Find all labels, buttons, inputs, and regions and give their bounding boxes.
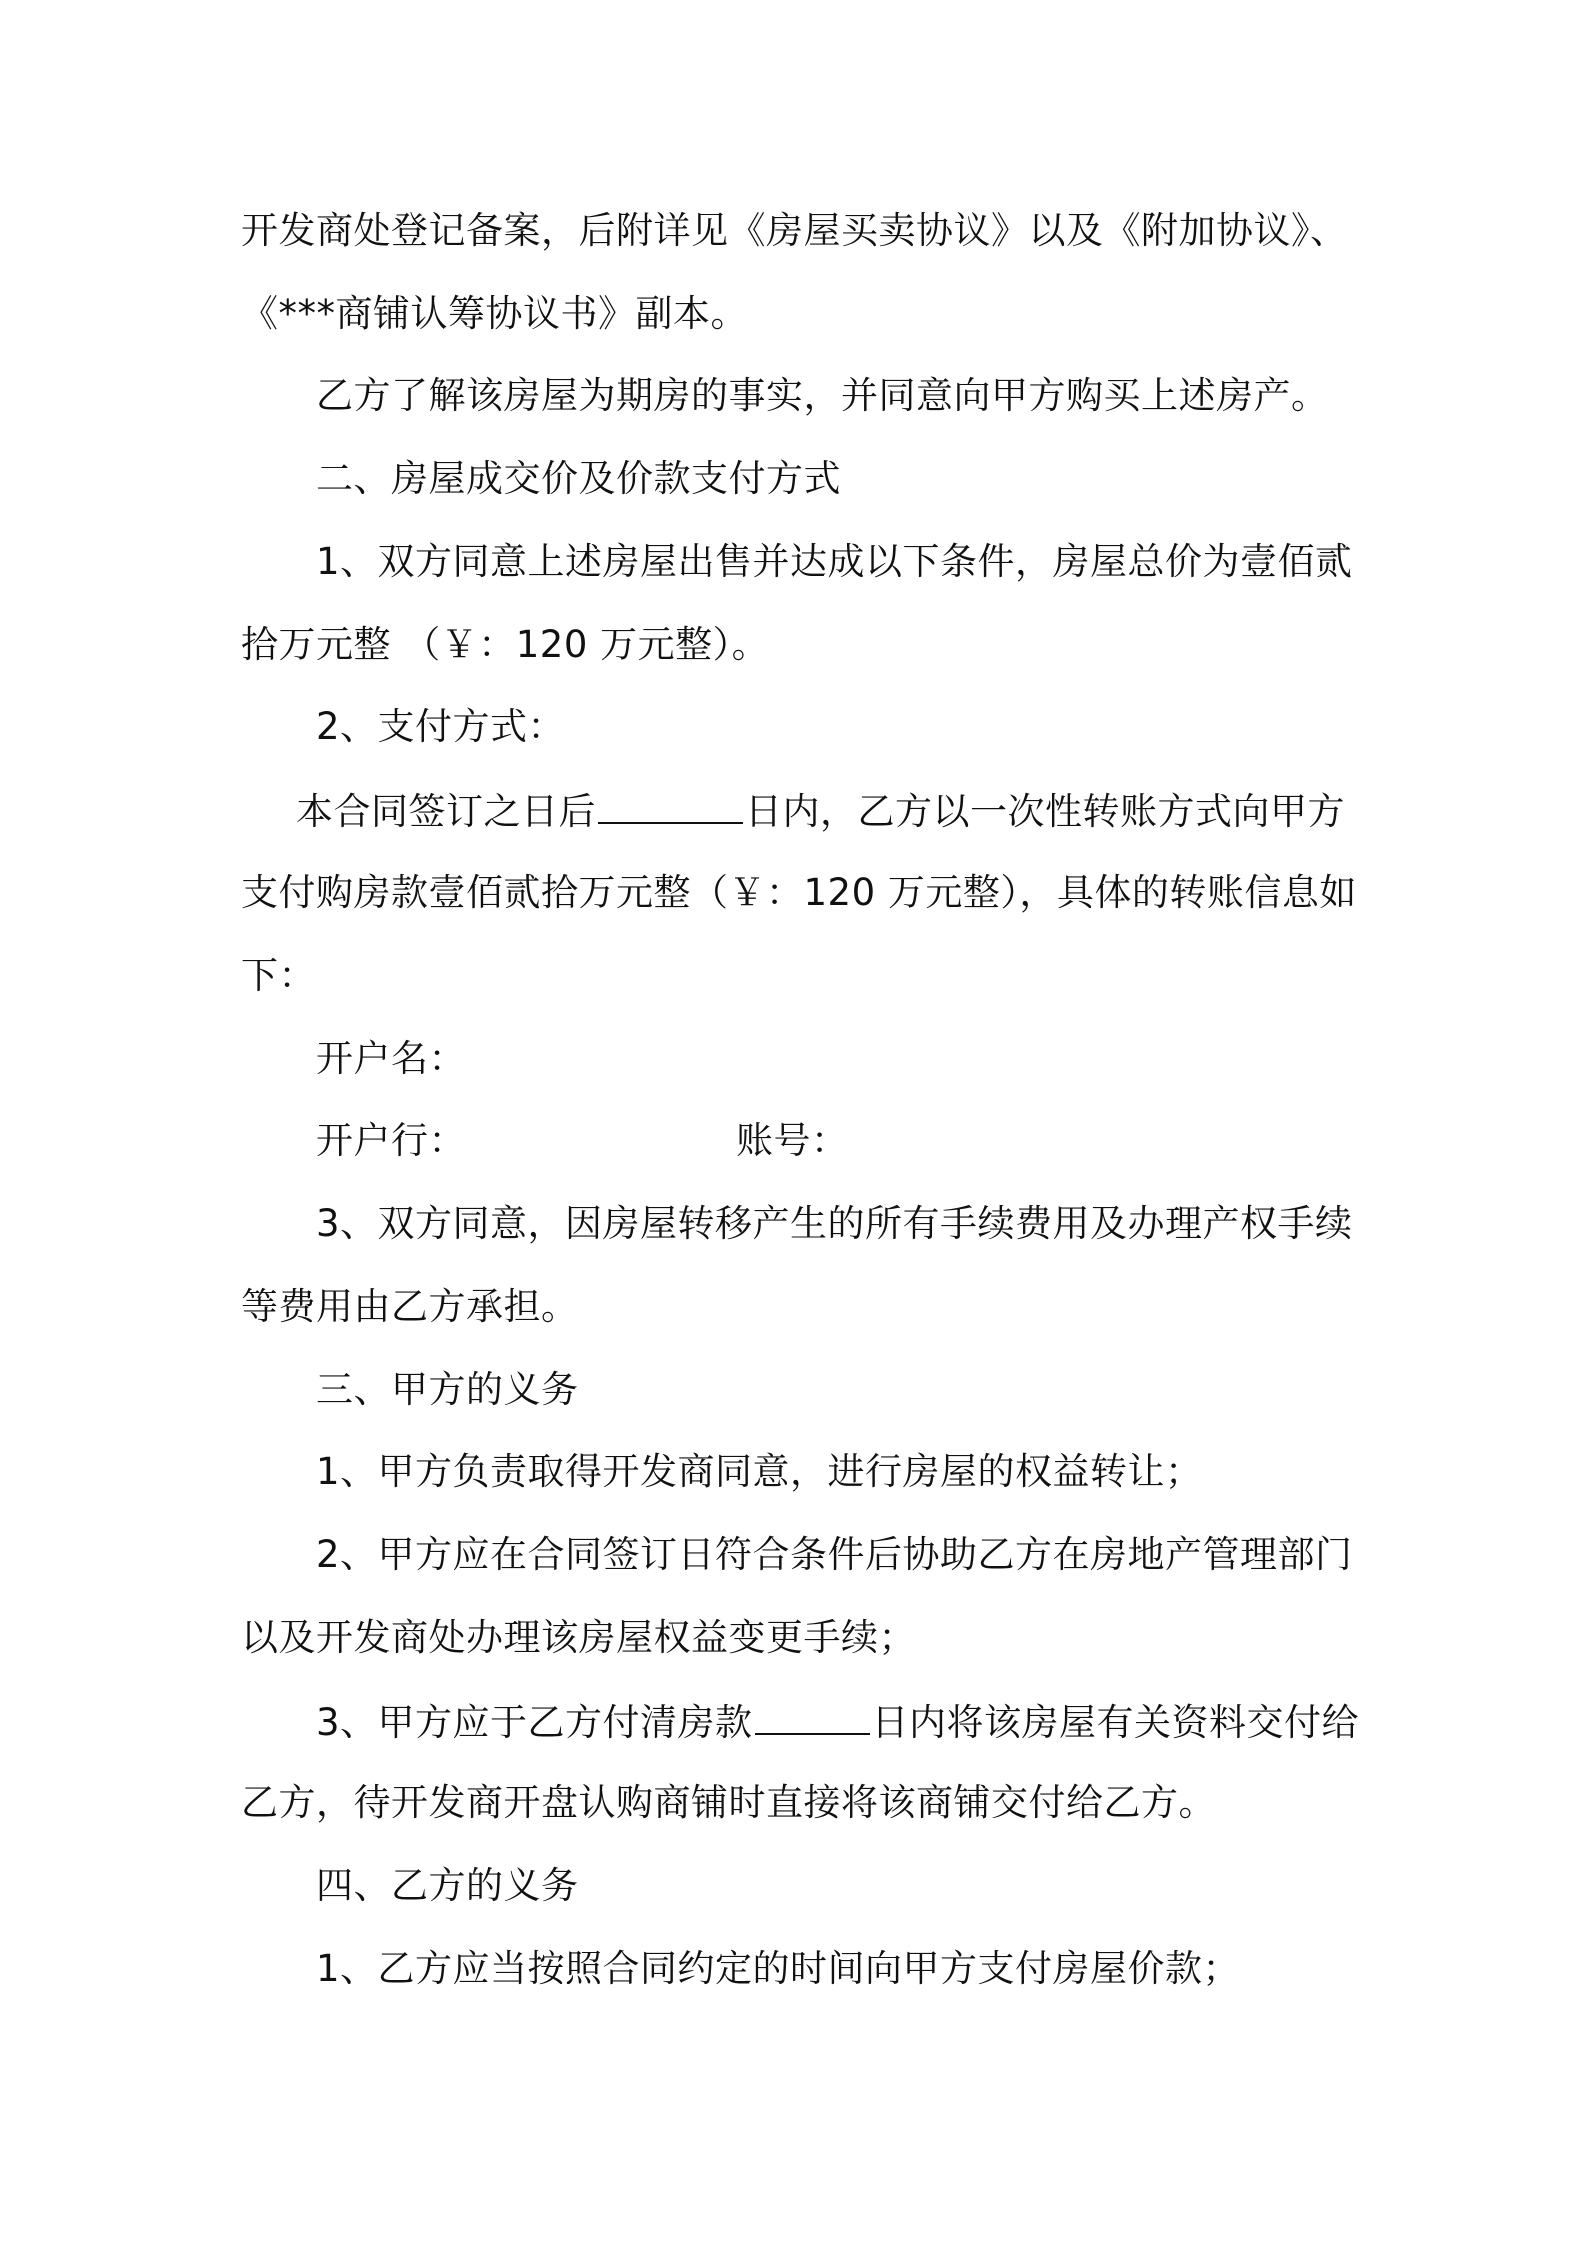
paragraph-line <box>316 1200 1353 1248</box>
section-heading <box>316 1366 579 1414</box>
text: 1、双方同意上述房屋出售并达成以下条件，房屋总价为壹佰贰 <box>316 540 1353 583</box>
text: 下： <box>241 954 316 997</box>
paragraph-line <box>241 952 316 1000</box>
paragraph-line <box>241 621 769 669</box>
text: 《***商铺认筹协议书》副本。 <box>241 292 748 335</box>
account-name-label: 开户名： <box>316 1037 466 1080</box>
section-heading <box>316 455 841 503</box>
paragraph-line <box>241 1283 579 1331</box>
paragraph-line <box>316 372 1329 420</box>
paragraph-line <box>241 869 1357 917</box>
paragraph-line <box>296 786 1345 834</box>
text: 2、甲方应在合同签订日符合条件后协助乙方在房地产管理部门 <box>316 1533 1353 1576</box>
paragraph-line <box>316 1945 1240 1993</box>
text: 日内将该房屋有关资料交付给 <box>871 1701 1360 1744</box>
text: 拾万元整 （￥：120 万元整）。 <box>241 623 770 666</box>
text: 日内，乙方以一次性转账方式向甲方 <box>745 790 1345 833</box>
text: 2、支付方式： <box>316 705 566 748</box>
text: 支付购房款壹佰贰拾万元整（￥：120 万元整），具体的转账信息如 <box>241 871 1357 914</box>
paragraph-line <box>316 1531 1353 1579</box>
text: 等费用由乙方承担。 <box>241 1285 579 1328</box>
paragraph-line <box>316 703 565 751</box>
heading-text: 二、房屋成交价及价款支付方式 <box>316 457 841 500</box>
section-heading <box>316 1862 579 1910</box>
paragraph-line <box>316 538 1353 586</box>
text: 1、乙方应当按照合同约定的时间向甲方支付房屋价款； <box>316 1947 1241 1990</box>
paragraph-line <box>241 207 1348 255</box>
text: 3、甲方应于乙方付清房款 <box>316 1701 753 1744</box>
text: 3、双方同意，因房屋转移产生的所有手续费用及办理产权手续 <box>316 1202 1353 1245</box>
heading-text: 四、乙方的义务 <box>316 1864 579 1907</box>
bank-label: 开户行： <box>316 1119 466 1162</box>
heading-text: 三、甲方的义务 <box>316 1368 579 1411</box>
account-number-label: 账号： <box>736 1119 849 1162</box>
text: 乙方，待开发商开盘认购商铺时直接将该商铺交付给乙方。 <box>241 1781 1216 1824</box>
text: 本合同签订之日后 <box>296 790 596 833</box>
paragraph-line <box>241 1614 916 1662</box>
paragraph-line <box>241 290 748 338</box>
text: 以及开发商处办理该房屋权益变更手续； <box>241 1616 916 1659</box>
bank-line <box>316 1117 849 1165</box>
fill-in-blank-days[interactable] <box>755 1697 870 1735</box>
text: 1、甲方负责取得开发商同意，进行房屋的权益转让； <box>316 1450 1203 1493</box>
paragraph-line <box>241 1779 1216 1827</box>
paragraph-line <box>316 1697 1359 1745</box>
account-name-line <box>316 1035 466 1083</box>
fill-in-blank-days[interactable] <box>598 786 743 824</box>
text: 乙方了解该房屋为期房的事实，并同意向甲方购买上述房产。 <box>316 374 1329 417</box>
paragraph-line <box>316 1448 1203 1496</box>
text: 开发商处登记备案，后附详见《房屋买卖协议》以及《附加协议》、 <box>241 209 1348 252</box>
